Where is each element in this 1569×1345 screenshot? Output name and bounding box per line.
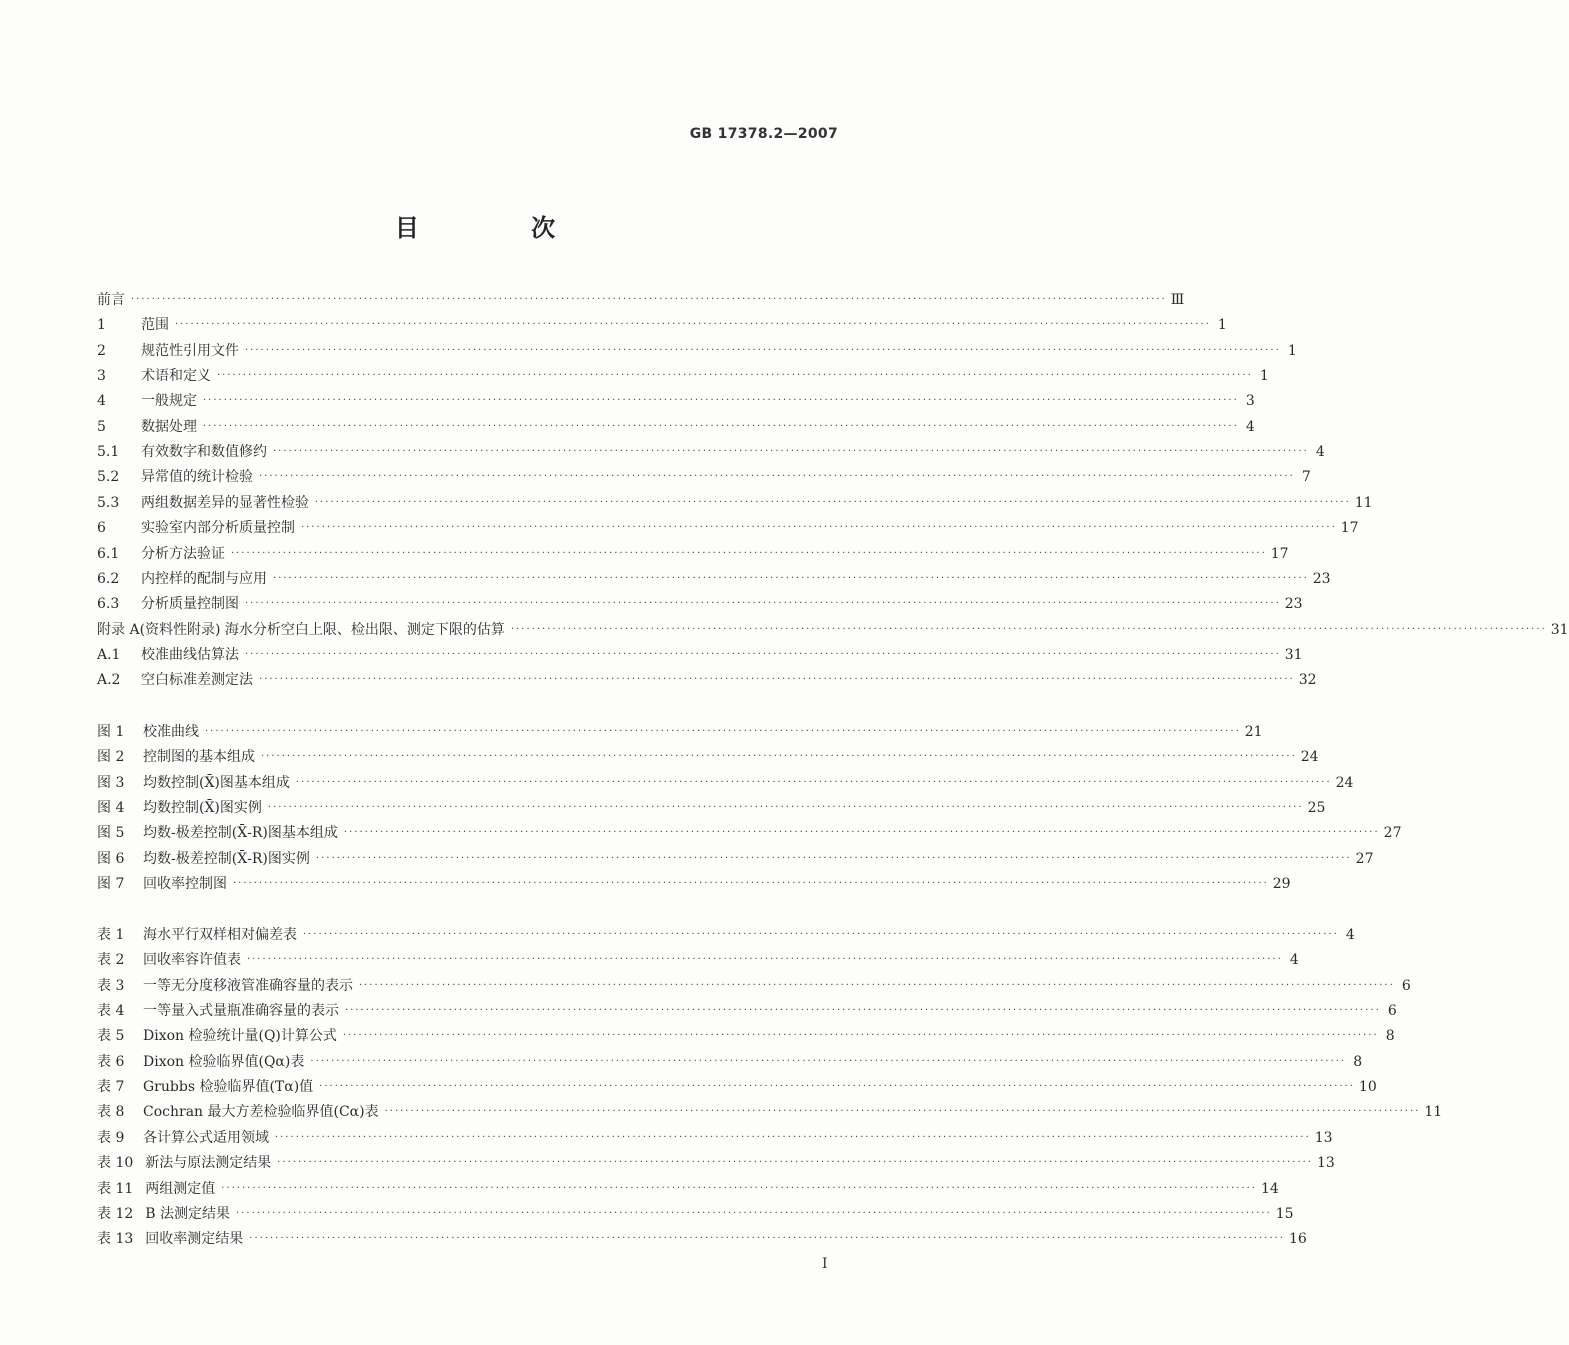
toc-entry-page: 14: [1261, 1180, 1279, 1197]
toc-entry-title: 前言: [97, 292, 125, 308]
toc-entry[interactable]: [97, 442, 1325, 462]
toc-entry-page: 27: [1383, 825, 1402, 842]
toc-entry-page: 7: [1301, 469, 1311, 486]
toc-entry-number: 5.3: [97, 494, 120, 511]
toc-entry-number: 6.3: [97, 596, 120, 613]
toc-leader-dots: ········································································································································································································: [319, 1081, 1355, 1093]
toc-entry[interactable]: [97, 925, 1355, 945]
page-folio: Ⅰ: [822, 1256, 828, 1272]
toc-entry[interactable]: [97, 366, 1269, 386]
toc-entry-title: 新法与原法测定结果: [145, 1155, 272, 1172]
toc-entry-title: 实验室内部分析质量控制: [141, 520, 295, 537]
toc-entry-title: Cochran 最大方差检验临界值(Cα)表: [143, 1104, 379, 1121]
toc-entry-number: 2: [97, 342, 106, 359]
toc-entry-number: 表 2: [97, 952, 125, 969]
toc-entry-number: 表 8: [97, 1104, 125, 1121]
toc-entry[interactable]: [97, 391, 1255, 411]
toc-entry-number: 附录 A: [97, 621, 140, 638]
toc-leader-dots: ········································································································································································································: [217, 370, 1253, 382]
toc-entry-title: 两组数据差异的显著性检验: [141, 494, 309, 511]
toc-entry-page: 29: [1272, 876, 1291, 893]
toc-entry-number: 6.1: [97, 545, 120, 562]
toc-leader-dots: ········································································································································································································: [310, 1055, 1347, 1067]
toc-entry-number: 图 3: [97, 774, 125, 791]
toc-leader-dots: ········································································································································································································: [303, 929, 1339, 940]
toc-leader-dots: ········································································································································································································: [249, 1233, 1286, 1245]
toc-entry[interactable]: [97, 950, 1299, 970]
toc-entry-title: 回收率容许值表: [143, 952, 241, 969]
toc-entry-title: 一等无分度移液管准确容量的表示: [143, 977, 353, 994]
toc-entry[interactable]: [97, 1179, 1279, 1199]
toc-leader-dots: ········································································································································································································: [203, 395, 1239, 407]
toc-entry[interactable]: [97, 315, 1227, 335]
toc-entry[interactable]: [97, 722, 1263, 742]
toc-entry-number: 图 7: [97, 876, 125, 893]
toc-entry[interactable]: [97, 849, 1374, 869]
toc-entry-page: Ⅲ: [1170, 292, 1185, 308]
toc-leader-dots: ········································································································································································································: [221, 1182, 1258, 1194]
standard-number: GB 17378.2—2007: [689, 126, 838, 142]
toc-entry[interactable]: [97, 1229, 1307, 1249]
toc-entry-page: 6: [1401, 977, 1411, 994]
toc-entry[interactable]: [97, 620, 1569, 640]
toc-leader-dots: ········································································································································································································: [203, 420, 1239, 432]
toc-entry-title: 有效数字和数值修约: [141, 444, 267, 461]
toc-entry-page: 8: [1385, 1028, 1395, 1045]
toc-entry[interactable]: [97, 823, 1402, 843]
toc-entry[interactable]: [97, 417, 1255, 437]
toc-entry-title: 海水平行双样相对偏差表: [143, 927, 297, 943]
toc-leader-dots: ········································································································································································································: [510, 623, 1547, 635]
toc-leader-dots: ········································································································································································································: [315, 496, 1351, 508]
toc-leader-dots: ········································································································································································································: [267, 802, 1304, 814]
toc-entry[interactable]: [97, 1001, 1397, 1021]
toc-leader-dots: ········································································································································································································: [259, 471, 1295, 483]
toc-entry[interactable]: [97, 544, 1289, 564]
toc-leader-dots: ········································································································································································································: [295, 776, 1332, 788]
toc-entry-page: 10: [1358, 1079, 1377, 1096]
toc-entry-title: 各计算公式适用领域: [143, 1129, 269, 1146]
toc-entry-number: 表 13: [97, 1231, 134, 1248]
toc-entry-number: 图 1: [97, 724, 125, 740]
toc-entry-title: 校准曲线: [143, 724, 199, 740]
toc-entry[interactable]: [97, 747, 1319, 767]
toc-leader-dots: ········································································································································································································: [273, 446, 1309, 458]
toc-entry-title: 均数控制(X̄)图实例: [143, 800, 262, 817]
toc-entry-title: 内控样的配制与应用: [141, 570, 267, 587]
toc-entry[interactable]: [97, 670, 1317, 690]
toc-leader-dots: ········································································································································································································: [275, 1131, 1311, 1143]
toc-entry-page: 13: [1317, 1155, 1335, 1172]
toc-entry-title: 均数-极差控制(X̄-R)图基本组成: [143, 825, 338, 842]
toc-entry-title: 一等量入式量瓶准确容量的表示: [143, 1003, 339, 1020]
toc-entry-page: 4: [1345, 927, 1355, 943]
toc-entry-page: 16: [1289, 1231, 1307, 1248]
toc-leader-dots: ········································································································································································································: [359, 979, 1395, 991]
toc-entry-page: 8: [1353, 1053, 1363, 1070]
toc-entry-title: 一般规定: [141, 393, 197, 410]
toc-entry-title: Dixon 检验临界值(Qα)表: [143, 1053, 305, 1070]
toc-entry-number: 表 4: [97, 1003, 125, 1020]
toc-entry-page: 11: [1354, 494, 1373, 511]
toc-entry-page: 31: [1550, 621, 1569, 638]
toc-entry-page: 1: [1259, 368, 1269, 385]
toc-entry-page: 13: [1314, 1129, 1333, 1146]
toc-entry-number: 表 6: [97, 1053, 125, 1070]
toc-entry[interactable]: [97, 493, 1373, 513]
toc-entry[interactable]: [97, 1052, 1363, 1072]
toc-leader-dots: ········································································································································································································: [231, 547, 1267, 559]
toc-entry[interactable]: [97, 798, 1326, 818]
toc-entry-number: 5.1: [97, 444, 120, 461]
toc-entry-page: 23: [1284, 596, 1303, 613]
toc-entry-title: 分析方法验证: [141, 545, 225, 562]
toc-entry-page: 25: [1307, 800, 1326, 817]
toc-entry-title: (资料性附录) 海水分析空白上限、检出限、测定下限的估算: [139, 621, 505, 638]
toc-leader-dots: ········································································································································································································: [175, 319, 1211, 331]
toc-entry[interactable]: [97, 874, 1291, 894]
toc-entry-page: 31: [1284, 646, 1303, 663]
toc-entry-page: 21: [1244, 724, 1263, 740]
toc-entry-page: 1: [1287, 342, 1297, 359]
toc-entry-title: 术语和定义: [141, 368, 211, 385]
toc-entry[interactable]: [97, 518, 1359, 538]
toc-entry-title: 均数控制(X̄)图基本组成: [143, 774, 290, 791]
toc-entry-page: 4: [1315, 444, 1325, 461]
toc-entry-number: A.2: [97, 672, 121, 689]
toc-entry-title: B 法测定结果: [145, 1205, 231, 1222]
toc-entry-number: 表 7: [97, 1079, 125, 1096]
toc-entry-title: 两组测定值: [145, 1180, 216, 1197]
toc-leader-dots: ········································································································································································································: [259, 674, 1295, 686]
toc-leader-dots: ········································································································································································································: [273, 572, 1309, 584]
toc-entry-title: 校准曲线估算法: [141, 646, 239, 663]
toc-entry-number: 图 5: [97, 825, 125, 842]
toc-entry-page: 23: [1312, 570, 1331, 587]
toc-entry-number: 表 1: [97, 927, 125, 943]
toc-entry-title: 回收率测定结果: [145, 1231, 244, 1248]
toc-entry-title: 空白标准差测定法: [141, 672, 253, 689]
toc-entry[interactable]: [97, 341, 1297, 361]
toc-entry[interactable]: [97, 773, 1354, 793]
toc-leader-dots: ········································································································································································································: [245, 648, 1281, 660]
toc-entry[interactable]: [97, 976, 1411, 996]
toc-entry[interactable]: [97, 1153, 1335, 1173]
toc-leader-dots: ········································································································································································································: [277, 1157, 1314, 1169]
toc-leader-dots: ········································································································································································································: [342, 1030, 1379, 1042]
toc-leader-dots: ········································································································································································································: [205, 726, 1241, 737]
toc-entry-number: 5.2: [97, 469, 120, 486]
toc-leader-dots: ········································································································································································································: [315, 852, 1352, 864]
toc-entry[interactable]: [97, 467, 1311, 487]
toc-entry[interactable]: [97, 1026, 1395, 1046]
toc-entry-number: 表 11: [97, 1180, 134, 1197]
toc-entry-title: 范围: [141, 317, 169, 334]
toc-entry-number: 4: [97, 393, 106, 410]
toc-entry-number: 3: [97, 368, 106, 385]
toc-entry-number: 6.2: [97, 570, 120, 587]
toc-entry-title: 异常值的统计检验: [141, 469, 253, 486]
toc-entry-page: 4: [1245, 418, 1255, 435]
toc-entry-title: 数据处理: [141, 418, 197, 435]
toc-entry-title: 均数-极差控制(X̄-R)图实例: [143, 850, 310, 867]
toc-entry-page: 11: [1424, 1104, 1443, 1121]
toc-leader-dots: ········································································································································································································: [131, 294, 1167, 305]
toc-entry-number: 图 2: [97, 749, 125, 766]
toc-entry-page: 24: [1300, 749, 1319, 766]
toc-leader-dots: ········································································································································································································: [245, 344, 1281, 356]
toc-entry-number: 表 5: [97, 1028, 125, 1045]
toc-leader-dots: ········································································································································································································: [384, 1106, 1421, 1118]
toc-entry-page: 3: [1245, 393, 1255, 410]
toc-entry[interactable]: [97, 594, 1303, 614]
toc-leader-dots: ········································································································································································································: [236, 1207, 1272, 1219]
toc-entry-page: 1: [1217, 317, 1227, 334]
toc-leader-dots: ········································································································································································································: [245, 598, 1281, 610]
toc-entry-page: 27: [1355, 850, 1374, 867]
toc-entry-number: 6: [97, 520, 106, 537]
toc-entry-number: 表 10: [97, 1155, 134, 1172]
toc-entry[interactable]: [97, 645, 1303, 665]
toc-entry-title: Dixon 检验统计量(Q)计算公式: [143, 1028, 337, 1045]
toc-leader-dots: ········································································································································································································: [345, 1005, 1381, 1017]
toc-leader-dots: ········································································································································································································: [301, 522, 1337, 534]
toc-entry[interactable]: [97, 1204, 1294, 1224]
toc-entry-number: 图 4: [97, 800, 125, 817]
toc-entry[interactable]: [97, 1077, 1377, 1097]
toc-entry-page: 32: [1298, 672, 1317, 689]
toc-entry-title: Grubbs 检验临界值(Tα)值: [143, 1079, 314, 1096]
toc-entry-number: 表 9: [97, 1129, 125, 1146]
toc-entry[interactable]: [97, 569, 1331, 589]
toc-entry-number: 1: [97, 317, 106, 334]
toc-entry-page: 17: [1270, 545, 1289, 562]
toc-entry-title: 回收率控制图: [143, 876, 227, 893]
toc-leader-dots: ········································································································································································································: [261, 751, 1297, 763]
toc-entry-page: 24: [1335, 774, 1354, 791]
toc-entry-number: 5: [97, 418, 106, 435]
toc-entry-title: 控制图的基本组成: [143, 749, 255, 766]
toc-entry-number: 图 6: [97, 850, 125, 867]
toc-entry-number: A.1: [97, 646, 121, 663]
toc-entry-page: 15: [1275, 1205, 1294, 1222]
toc-entry-page: 4: [1289, 952, 1299, 969]
page-title: 目 次: [394, 214, 608, 242]
toc-entry[interactable]: [97, 1102, 1443, 1122]
toc-leader-dots: ········································································································································································································: [233, 878, 1269, 890]
toc-entry-title: 分析质量控制图: [141, 596, 239, 613]
toc-entry[interactable]: [97, 1128, 1333, 1148]
toc-entry-page: 17: [1340, 520, 1359, 537]
toc-entry-number: 表 12: [97, 1205, 134, 1222]
toc-leader-dots: ········································································································································································································: [247, 954, 1283, 966]
toc-entry-page: 6: [1387, 1003, 1397, 1020]
toc-entry[interactable]: [97, 290, 1185, 310]
toc-entry-title: 规范性引用文件: [141, 342, 239, 359]
toc-entry-number: 表 3: [97, 977, 125, 994]
toc-leader-dots: ········································································································································································································: [343, 827, 1380, 839]
